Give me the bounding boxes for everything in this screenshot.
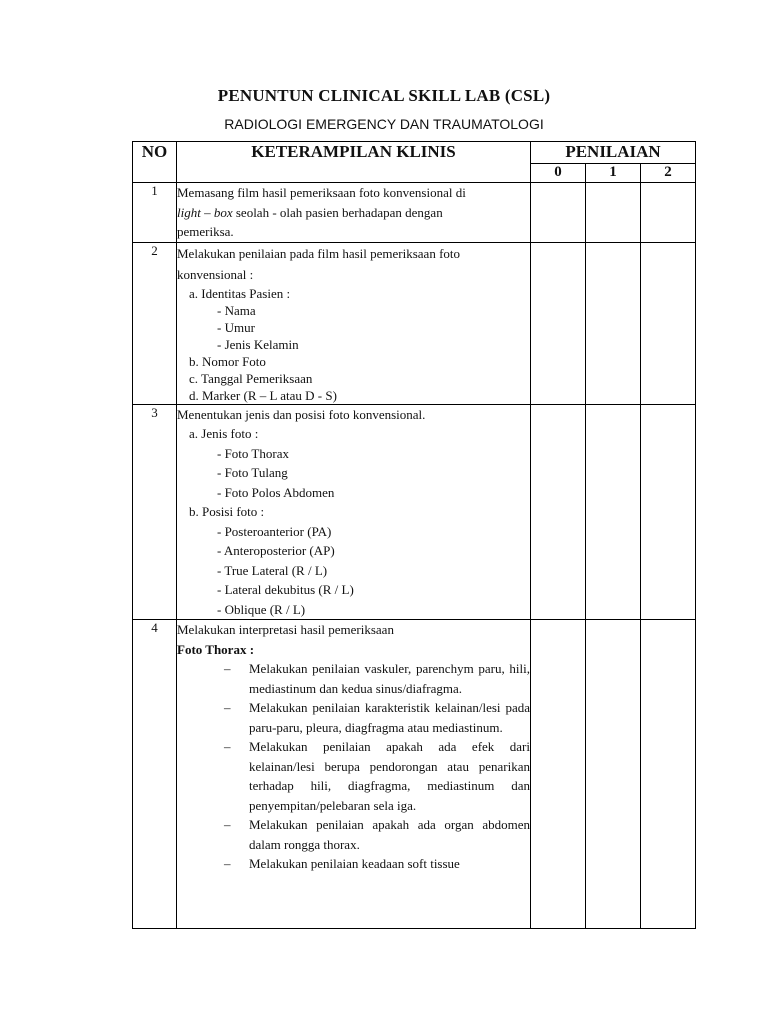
score-cell-2[interactable] — [641, 242, 696, 404]
skill-line-rest: seolah - olah pasien berhadapan dengan — [232, 204, 443, 220]
list-item: - Anteroposterior (AP) — [217, 543, 335, 558]
table-row — [133, 620, 696, 929]
skill-description — [177, 620, 531, 929]
score-header-2: 2 — [641, 164, 696, 183]
header-skill: KETERAMPILAN KLINIS — [177, 142, 531, 183]
list-item-text: Melakukan penilaian karakteristik kelainan/lesi pada paru-paru, pleura, diagfragma atau mediastinum. — [249, 700, 530, 735]
dash-bullet: – — [224, 661, 231, 676]
list-item: - Posteroanterior (PA) — [217, 523, 332, 539]
list-item: - Foto Tulang — [217, 465, 288, 480]
list-item-text: Melakukan penilaian keadaan soft tissue — [249, 856, 460, 871]
row-number: 4 — [133, 620, 177, 929]
list-item: - Oblique (R / L) — [217, 601, 306, 617]
skill-description — [177, 183, 531, 243]
dash-bullet: – — [224, 817, 231, 832]
document-subtitle: RADIOLOGI EMERGENCY DAN TRAUMATOLOGI — [224, 116, 544, 132]
header-no: NO — [133, 142, 177, 183]
skill-description — [177, 404, 531, 620]
list-item: - Nama — [217, 302, 256, 318]
row-number: 2 — [133, 242, 177, 404]
list-item: - Jenis Kelamin — [217, 336, 299, 352]
score-cell-0[interactable] — [531, 242, 586, 404]
skill-intro: Melakukan interpretasi hasil pemeriksaan — [177, 622, 394, 637]
document-title: PENUNTUN CLINICAL SKILL LAB (CSL) — [217, 86, 551, 105]
score-cell-2[interactable] — [641, 620, 696, 929]
dash-bullet: – — [224, 856, 231, 871]
score-header-0: 0 — [531, 164, 586, 183]
score-cell-1[interactable] — [586, 620, 641, 929]
table-row — [133, 183, 696, 243]
list-item: a. Jenis foto : — [189, 426, 259, 441]
row-number: 3 — [133, 404, 177, 620]
table-row — [133, 404, 696, 620]
skill-line: pemeriksa. — [177, 224, 234, 239]
score-cell-0[interactable] — [531, 620, 586, 929]
score-cell-2[interactable] — [641, 404, 696, 620]
list-item-text: Melakukan penilaian apakah ada efek dari kelainan/lesi berupa pendorongan atau penarikan terhadap hili, diagfragma, mediastinum dan penyempitan/pelebaran sela iga. — [249, 739, 530, 813]
skill-italic-term: light – box — [177, 204, 233, 220]
table-row — [133, 242, 696, 404]
list-item: b. Nomor Foto — [189, 353, 266, 369]
score-cell-1[interactable] — [586, 183, 641, 243]
skill-subheading: Foto Thorax : — [177, 641, 255, 657]
score-cell-0[interactable] — [531, 183, 586, 243]
list-item: - Lateral dekubitus (R / L) — [217, 582, 354, 597]
list-item — [177, 854, 530, 874]
skill-description — [177, 242, 531, 404]
list-item: - Foto Thorax — [217, 445, 289, 461]
header-score: PENILAIAN — [531, 142, 696, 164]
list-item: - True Lateral (R / L) — [217, 562, 328, 578]
skill-line: Memasang film hasil pemeriksaan foto konvensional di — [177, 185, 466, 200]
score-header-1: 1 — [586, 164, 641, 183]
dash-bullet: – — [224, 700, 231, 715]
skill-assessment-table — [132, 141, 696, 929]
skill-intro: Melakukan penilaian pada film hasil pemeriksaan foto konvensional : — [177, 245, 461, 282]
score-cell-0[interactable] — [531, 404, 586, 620]
skill-intro: Menentukan jenis dan posisi foto konvensional. — [177, 406, 426, 422]
score-cell-1[interactable] — [586, 404, 641, 620]
list-item — [177, 698, 530, 737]
list-item — [177, 737, 530, 815]
score-cell-1[interactable] — [586, 242, 641, 404]
list-item: a. Identitas Pasien : — [189, 285, 291, 301]
list-item — [177, 659, 530, 698]
list-item: d. Marker (R – L atau D - S) — [189, 387, 337, 403]
list-item: - Umur — [217, 319, 255, 335]
list-item-text: Melakukan penilaian vaskuler, parenchym paru, hili, mediastinum dan kedua sinus/diafragma. — [249, 661, 530, 696]
list-item: c. Tanggal Pemeriksaan — [189, 370, 313, 386]
list-item — [177, 815, 530, 854]
score-cell-2[interactable] — [641, 183, 696, 243]
row-number: 1 — [133, 183, 177, 243]
dash-bullet: – — [224, 739, 231, 754]
list-item-text: Melakukan penilaian apakah ada organ abdomen dalam rongga thorax. — [249, 817, 530, 852]
list-item: b. Posisi foto : — [189, 504, 265, 519]
list-item: - Foto Polos Abdomen — [217, 484, 335, 500]
skill-line — [177, 203, 530, 223]
